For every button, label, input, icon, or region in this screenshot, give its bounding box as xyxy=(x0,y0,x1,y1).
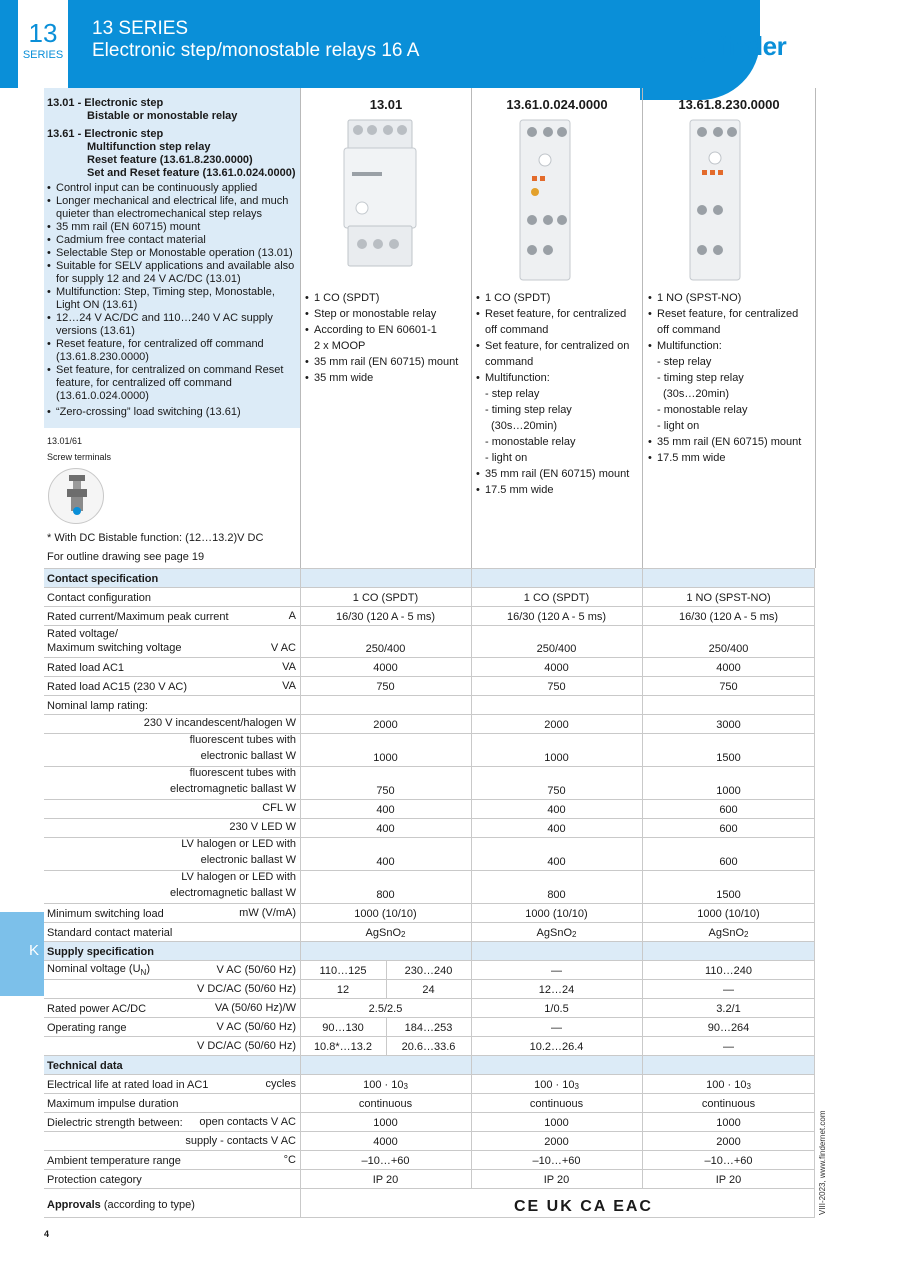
intro-text xyxy=(47,97,299,419)
approval-marks: CE UK CA EAC xyxy=(514,1198,653,1215)
cell: 4000 xyxy=(716,662,741,674)
cell: 400 xyxy=(547,804,566,816)
row-label: Ambient temperature range xyxy=(47,1155,181,1167)
cell: 1000 (10/10) xyxy=(354,908,417,920)
intro-subheading-1301: Bistable or monostable relay xyxy=(87,110,238,122)
cell: 750 xyxy=(547,785,566,797)
cell: 1000 xyxy=(716,785,741,797)
screw-terminal-icon xyxy=(48,468,104,524)
cell: 400 xyxy=(376,856,395,868)
cell-text: 100 · 10 xyxy=(706,1079,747,1091)
row-label xyxy=(47,963,150,977)
cell-subscript: 2 xyxy=(401,930,406,939)
cell: 600 xyxy=(719,856,738,868)
cell: 110…125 xyxy=(319,965,367,977)
note-outline-drawing: For outline drawing see page 19 xyxy=(47,551,205,563)
cell: 400 xyxy=(547,856,566,868)
cell: 2000 xyxy=(716,1136,741,1148)
row-label: Dielectric strength between: xyxy=(47,1117,183,1129)
list-item: • 12…24 V AC/DC and 110…240 V AC supply versions (13.61) xyxy=(47,312,299,338)
list-item: - timing step relay xyxy=(657,372,744,384)
row-unit: V AC (50/60 Hz) xyxy=(216,964,296,976)
cell xyxy=(471,923,642,941)
cell: IP 20 xyxy=(372,1174,399,1186)
row-label-end: ) xyxy=(146,962,150,975)
cell-text: 100 · 10 xyxy=(363,1079,404,1091)
column-divider xyxy=(471,88,472,568)
cell: 184…253 xyxy=(404,1022,453,1034)
table-row-approvals xyxy=(44,1188,815,1218)
section-heading: Supply specification xyxy=(47,946,154,958)
cell: 12 xyxy=(336,984,350,996)
table-row xyxy=(44,587,815,606)
cell-superscript: 3 xyxy=(403,1082,408,1091)
table-row xyxy=(44,1093,815,1112)
list-item: • 35 mm rail (EN 60715) mount xyxy=(648,434,813,450)
table-row xyxy=(44,1131,815,1150)
cell: 90…130 xyxy=(322,1022,364,1034)
row-unit: VA xyxy=(282,661,296,673)
table-section-technical xyxy=(44,1055,815,1074)
terminal-code: 13.01/61 xyxy=(47,436,83,446)
list-item: • 35 mm wide xyxy=(305,370,470,386)
table-row xyxy=(44,1036,815,1055)
row-label-text: Nominal voltage (U xyxy=(47,962,141,975)
row-unit: cycles xyxy=(265,1078,296,1090)
cell: 90…264 xyxy=(707,1022,750,1034)
list-item: • Set feature, for centralized on command Reset feature, for centralized off command (13.61.0.024.0000) xyxy=(47,364,299,403)
table-row xyxy=(44,818,815,837)
list-item: • 17.5 mm wide xyxy=(648,450,813,466)
cell: continuous xyxy=(358,1098,413,1110)
cell: 1000 xyxy=(373,752,398,764)
row-unit: supply - contacts V AC xyxy=(185,1135,296,1147)
row-label: Operating range xyxy=(47,1022,127,1034)
row-label: Rated current/Maximum peak current xyxy=(47,611,229,623)
table-row xyxy=(44,625,815,657)
table-row xyxy=(44,870,815,903)
cell xyxy=(300,923,471,941)
cell: 1000 xyxy=(373,1117,398,1129)
cell: 750 xyxy=(547,681,566,693)
cell: –10…+60 xyxy=(704,1155,753,1167)
cell: continuous xyxy=(701,1098,756,1110)
cell xyxy=(471,1075,642,1093)
cell: 1500 xyxy=(716,752,741,764)
list-item: - monostable relay xyxy=(657,404,748,416)
row-label xyxy=(170,765,296,797)
table-section-supply xyxy=(44,941,815,960)
row-unit: V DC/AC (50/60 Hz) xyxy=(196,983,296,995)
cell: — xyxy=(723,1041,734,1053)
cell: 750 xyxy=(376,785,395,797)
cell-subscript: 2 xyxy=(744,930,749,939)
cell: 10.8*…13.2 xyxy=(313,1041,373,1053)
cell-superscript: 3 xyxy=(746,1082,751,1091)
row-label: Contact configuration xyxy=(47,592,151,604)
list-item: (30s…20min) xyxy=(663,388,730,400)
intro-heading-1301: 13.01 - Electronic step xyxy=(47,97,164,109)
intro-heading-1361: 13.61 - Electronic step xyxy=(47,128,164,140)
row-label xyxy=(47,1199,195,1211)
row-label: Nominal lamp rating: xyxy=(47,700,148,712)
product-image-1301 xyxy=(340,118,420,288)
table-row xyxy=(44,676,815,695)
cell: –10…+60 xyxy=(361,1155,410,1167)
row-label: Rated load AC15 (230 V AC) xyxy=(47,681,188,693)
spec-table xyxy=(44,568,815,1218)
cell: — xyxy=(723,984,734,996)
cell: 1 NO (SPST-NO) xyxy=(686,592,771,604)
row-unit: VA xyxy=(282,680,296,692)
cell: 3.2/1 xyxy=(716,1003,741,1015)
features-1361-230 xyxy=(648,290,813,466)
cell: 24 xyxy=(422,984,435,996)
list-item: • Reset feature, for centralized xyxy=(476,306,641,322)
cell: 230…240 xyxy=(404,965,453,977)
series-box xyxy=(18,0,68,88)
row-label-line: fluorescent tubes with xyxy=(189,734,296,746)
list-item: (30s…20min) xyxy=(491,420,558,432)
list-item: • Selectable Step or Monostable operation (13.01) xyxy=(47,247,299,260)
table-row xyxy=(44,1150,815,1169)
list-item: off command xyxy=(485,324,549,336)
row-unit: open contacts V AC xyxy=(199,1116,296,1128)
section-heading: Technical data xyxy=(47,1060,123,1072)
cell: 2000 xyxy=(544,719,569,731)
table-row xyxy=(44,733,815,766)
column-divider xyxy=(300,88,301,568)
list-item: • Set feature, for centralized on xyxy=(476,338,641,354)
column-divider xyxy=(642,88,643,568)
row-label: Electrical life at rated load in AC1 xyxy=(47,1079,209,1091)
product-title-1361-230: 13.61.8.230.0000 xyxy=(678,97,780,112)
row-label xyxy=(47,627,182,655)
cell: 1 CO (SPDT) xyxy=(352,592,419,604)
cell: 2000 xyxy=(544,1136,569,1148)
list-item: - step relay xyxy=(657,356,712,368)
cell: 400 xyxy=(547,823,566,835)
cell: 4000 xyxy=(544,662,569,674)
section-heading: Contact specification xyxy=(47,573,159,585)
row-label: Protection category xyxy=(47,1174,142,1186)
cell: 400 xyxy=(376,804,395,816)
list-item: • Reset feature, for centralized off command (13.61.8.230.0000) xyxy=(47,338,299,364)
cell xyxy=(642,923,815,941)
cell: 1000 (10/10) xyxy=(697,908,760,920)
cell: IP 20 xyxy=(543,1174,570,1186)
cell: 110…240 xyxy=(705,965,752,977)
cell: 1000 xyxy=(716,1117,741,1129)
intro-bullets xyxy=(47,182,299,419)
row-label: Minimum switching load xyxy=(47,908,164,920)
features-1361-024 xyxy=(476,290,641,498)
cell: continuous xyxy=(529,1098,584,1110)
cell: 750 xyxy=(719,681,738,693)
cell: –10…+60 xyxy=(532,1155,581,1167)
cell: 2.5/2.5 xyxy=(368,1003,403,1015)
cell-text: AgSnO xyxy=(536,927,572,939)
cell: 20.6…33.6 xyxy=(401,1041,456,1053)
list-item: • 35 mm rail (EN 60715) mount xyxy=(476,466,641,482)
page-number: 4 xyxy=(44,1229,50,1239)
cell-text: AgSnO xyxy=(365,927,401,939)
cell: 1000 xyxy=(544,1117,569,1129)
list-item: • 1 CO (SPDT) xyxy=(476,290,641,306)
cell-text: AgSnO xyxy=(708,927,744,939)
list-item: - monostable relay xyxy=(485,436,576,448)
list-item: - step relay xyxy=(485,388,540,400)
list-item: • Suitable for SELV applications and available also for supply 12 and 24 V AC/DC (13.01) xyxy=(47,260,299,286)
cell: 250/400 xyxy=(708,643,749,655)
cell: 4000 xyxy=(373,1136,398,1148)
row-label xyxy=(170,869,296,901)
finder-logo xyxy=(682,30,786,62)
row-label-line: LV halogen or LED with xyxy=(181,838,296,850)
cell: 4000 xyxy=(373,662,398,674)
row-label-line: electromagnetic ballast W xyxy=(170,887,296,899)
table-row xyxy=(44,903,815,922)
cell: IP 20 xyxy=(715,1174,742,1186)
table-row xyxy=(44,657,815,676)
row-unit: VA (50/60 Hz)/W xyxy=(214,1002,296,1014)
list-item: • Control input can be continuously applied xyxy=(47,182,299,195)
intro-subheading-1361-a: Multifunction step relay xyxy=(87,141,211,153)
row-label: 230 V incandescent/halogen W xyxy=(143,717,296,729)
table-row xyxy=(44,979,815,998)
row-label: Rated power AC/DC xyxy=(47,1003,147,1015)
page-title-series: 13 SERIES xyxy=(92,18,189,39)
intro-subheading-1361-c: Set and Reset feature (13.61.0.024.0000) xyxy=(87,167,296,179)
row-label-line: electronic ballast W xyxy=(200,854,296,866)
list-item: • 35 mm rail (EN 60715) mount xyxy=(305,354,470,370)
cell: 750 xyxy=(376,681,395,693)
product-image-1361-024 xyxy=(510,118,580,288)
intro-subheading-1361-b: Reset feature (13.61.8.230.0000) xyxy=(87,154,253,166)
row-label: 230 V LED W xyxy=(229,821,296,833)
cell: 1000 xyxy=(544,752,569,764)
cell: 3000 xyxy=(716,719,741,731)
note-dc-bistable: * With DC Bistable function: (12…13.2)V DC xyxy=(47,532,264,544)
cell: 16/30 (120 A - 5 ms) xyxy=(678,611,779,623)
list-item: • 35 mm rail (EN 60715) mount xyxy=(47,221,299,234)
list-item: • Step or monostable relay xyxy=(305,306,470,322)
cell: 600 xyxy=(719,804,738,816)
section-tab-letter: K xyxy=(29,942,40,959)
table-row xyxy=(44,998,815,1017)
cell: 400 xyxy=(376,823,395,835)
row-label-line: electromagnetic ballast W xyxy=(170,783,296,795)
row-unit: V AC xyxy=(270,642,296,654)
approvals-label: Approvals xyxy=(47,1199,101,1211)
row-label-line: Rated voltage/ xyxy=(47,628,118,640)
list-item: • Cadmium free contact material xyxy=(47,234,299,247)
cell xyxy=(642,1075,815,1093)
cell: 1500 xyxy=(716,889,741,901)
product-title-1361-024: 13.61.0.024.0000 xyxy=(506,97,608,112)
brand-name: finder xyxy=(717,30,787,61)
list-item: - light on xyxy=(657,420,700,432)
table-row xyxy=(44,714,815,733)
row-label-line: LV halogen or LED with xyxy=(181,871,296,883)
table-row xyxy=(44,799,815,818)
section-tab xyxy=(0,912,44,996)
list-item: - timing step relay xyxy=(485,404,572,416)
row-unit: V AC (50/60 Hz) xyxy=(216,1021,296,1033)
cell: 800 xyxy=(547,889,566,901)
series-number: 13 xyxy=(28,18,58,48)
list-item: off command xyxy=(657,324,721,336)
cell: 1000 (10/10) xyxy=(525,908,588,920)
cell: 10.2…26.4 xyxy=(529,1041,584,1053)
cell: — xyxy=(551,1022,562,1034)
page-title: Electronic step/monostable relays 16 A xyxy=(92,40,420,61)
row-label-subscript: N xyxy=(140,968,147,977)
cell: 16/30 (120 A - 5 ms) xyxy=(335,611,436,623)
list-item: • Multifunction: Step, Timing step, Monostable, Light ON (13.61) xyxy=(47,286,299,312)
cell: 250/400 xyxy=(536,643,577,655)
row-label-line: fluorescent tubes with xyxy=(189,767,296,779)
list-item: • 1 CO (SPDT) xyxy=(305,290,470,306)
row-unit: V DC/AC (50/60 Hz) xyxy=(196,1040,296,1052)
cell: 2000 xyxy=(373,719,398,731)
cell: — xyxy=(551,965,562,977)
row-label xyxy=(190,732,296,764)
approvals-label-rest: (according to type) xyxy=(100,1199,195,1211)
list-item: • Longer mechanical and electrical life, and much quieter than electromechanical step relays xyxy=(47,195,299,221)
terminal-type: Screw terminals xyxy=(47,452,112,462)
table-row xyxy=(44,837,815,870)
list-item: • Reset feature, for centralized xyxy=(648,306,813,322)
cell: 12…24 xyxy=(538,984,575,996)
table-row xyxy=(44,922,815,941)
row-unit: °C xyxy=(283,1154,296,1166)
row-label-line: electronic ballast W xyxy=(200,750,296,762)
table-row xyxy=(44,766,815,799)
cell: 250/400 xyxy=(365,643,406,655)
list-item: • Multifunction: xyxy=(648,338,813,354)
table-row xyxy=(44,960,815,979)
table-row xyxy=(44,1074,815,1093)
list-item: - light on xyxy=(485,452,528,464)
row-label: CFL W xyxy=(262,802,296,814)
cell: 16/30 (120 A - 5 ms) xyxy=(506,611,607,623)
table-row xyxy=(44,695,815,714)
row-label xyxy=(181,836,296,868)
list-item: 2 x MOOP xyxy=(314,340,366,352)
list-item: command xyxy=(485,356,534,368)
row-label: Rated load AC1 xyxy=(47,662,125,674)
row-unit: A xyxy=(288,610,296,622)
cell: 1/0.5 xyxy=(544,1003,569,1015)
cell: 1 CO (SPDT) xyxy=(523,592,590,604)
product-title-1301: 13.01 xyxy=(369,97,403,112)
cell xyxy=(300,1075,471,1093)
table-row xyxy=(44,1112,815,1131)
edition-note: VIII-2023, www.findernet.com xyxy=(818,1110,827,1215)
list-item: • According to EN 60601-1 xyxy=(305,322,470,338)
cell-superscript: 3 xyxy=(574,1082,579,1091)
table-section-contact xyxy=(44,568,815,587)
row-label: Standard contact material xyxy=(47,927,173,939)
features-1301 xyxy=(305,290,470,386)
table-row xyxy=(44,606,815,625)
series-label: SERIES xyxy=(22,49,64,61)
list-item: • 17.5 mm wide xyxy=(476,482,641,498)
cell-subscript: 2 xyxy=(572,930,577,939)
column-divider xyxy=(815,88,816,568)
finder-logo-icon xyxy=(682,30,714,62)
list-item: • 1 NO (SPST-NO) xyxy=(648,290,813,306)
row-unit: mW (V/mA) xyxy=(239,907,296,919)
cell: 800 xyxy=(376,889,395,901)
table-row xyxy=(44,1169,815,1188)
row-label: Maximum impulse duration xyxy=(47,1098,179,1110)
list-item: • “Zero-crossing” load switching (13.61) xyxy=(47,406,299,419)
table-row xyxy=(44,1017,815,1036)
cell: 600 xyxy=(719,823,738,835)
product-image-1361-230 xyxy=(680,118,750,288)
cell-text: 100 · 10 xyxy=(534,1079,575,1091)
list-item: • Multifunction: xyxy=(476,370,641,386)
row-label-line: Maximum switching voltage xyxy=(47,642,182,654)
